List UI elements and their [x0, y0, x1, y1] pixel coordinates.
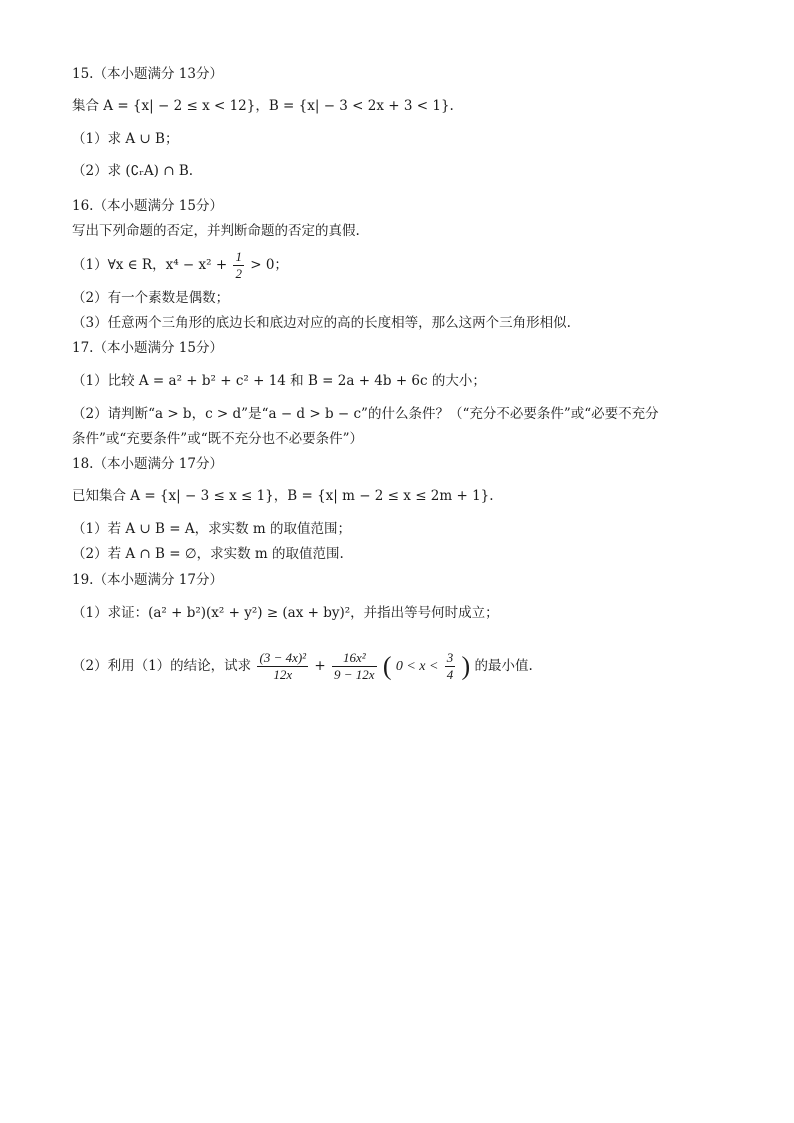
q17-part2-line1: （2）请判断“a > b，c > d”是“a − d > b − c”的什么条件？（“充分不必要条件”或“必要不充分 — [72, 406, 659, 422]
fraction-denominator: 9 − 12x — [334, 667, 375, 682]
q16-part3: （3）任意两个三角形的底边长和底边对应的高的长度相等，那么这两个三角形相似. — [72, 315, 571, 331]
q16-part1-fraction — [233, 249, 244, 282]
q18-part2: （2）若 A ∩ B = ∅，求实数 m 的取值范围. — [72, 546, 344, 562]
q16-part1 — [72, 248, 288, 282]
q19-fraction-1 — [257, 650, 308, 683]
q15-sets: 集合 A = {x| − 2 ≤ x < 12}，B = {x| − 3 < 2x + 3 < 1}. — [72, 98, 454, 114]
fraction-denominator: 4 — [446, 667, 454, 682]
fraction-numerator: 3 — [446, 650, 454, 665]
q19-part2-post: 的最小值. — [474, 658, 533, 674]
fraction-numerator: 16x² — [332, 650, 377, 667]
fraction-denominator: 12x — [273, 667, 293, 682]
fraction-numerator: (3 − 4x)² — [259, 650, 307, 665]
q16-header: 16.（本小题满分 15分） — [72, 198, 223, 214]
q18-sets: 已知集合 A = {x| − 3 ≤ x ≤ 1}，B = {x| m − 2 ≤ x ≤ 2m + 1}. — [72, 488, 494, 504]
q16-part2: （2）有一个素数是偶数； — [72, 290, 230, 306]
q17-header: 17.（本小题满分 15分） — [72, 340, 223, 356]
q16-intro: 写出下列命题的否定，并判断命题的否定的真假. — [72, 223, 360, 239]
q19-fraction-3 — [445, 650, 456, 683]
q16-part1-post: > 0； — [250, 257, 288, 273]
q17-part2-line2: 条件”或“充要条件”或“既不充分也不必要条件”） — [72, 431, 364, 447]
q15-header: 15.（本小题满分 13分） — [72, 66, 223, 82]
q19-header: 19.（本小题满分 17分） — [72, 572, 223, 588]
plus-sign: + — [314, 658, 326, 674]
fraction-numerator: 1 — [235, 249, 242, 264]
q19-condition: 0 < x < — [395, 659, 439, 674]
q19-part1: （1）求证：(a² + b²)(x² + y²) ≥ (ax + by)²，并指出等号何时成立； — [72, 605, 499, 621]
fraction-denominator: 2 — [235, 266, 242, 281]
right-paren: ) — [461, 651, 471, 681]
q17-part1: （1）比较 A = a² + b² + c² + 14 和 B = 2a + 4b + 6c 的大小； — [72, 373, 486, 389]
q15-part2: （2）求 (∁ᵣA) ∩ B. — [72, 163, 194, 179]
q19-part2 — [72, 646, 533, 687]
q15-part1: （1）求 A ∪ B； — [72, 131, 179, 147]
q19-part2-pre: （2）利用（1）的结论，试求 — [72, 658, 252, 674]
left-paren: ( — [382, 651, 392, 681]
q19-fraction-2 — [332, 650, 377, 683]
q16-part1-pre: （1）∀x ∈ R，x⁴ − x² + — [72, 257, 228, 273]
q18-part1: （1）若 A ∪ B = A，求实数 m 的取值范围； — [72, 521, 351, 537]
q18-header: 18.（本小题满分 17分） — [72, 456, 223, 472]
